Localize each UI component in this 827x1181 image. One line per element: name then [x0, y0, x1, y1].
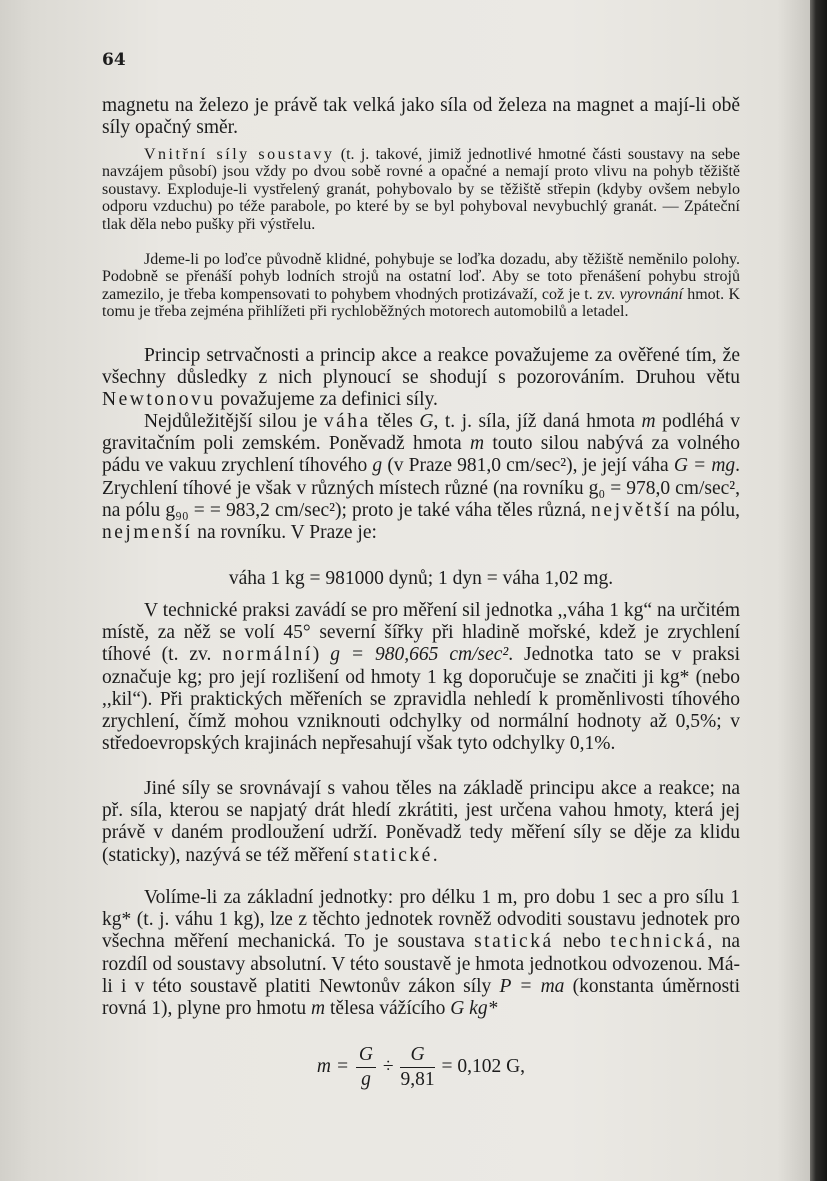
paragraph-text: nebo — [562, 931, 601, 953]
italic-term: vyrovnání — [619, 285, 683, 303]
emphasis-text: váha — [323, 411, 371, 432]
equation: G = mg — [673, 455, 736, 477]
paragraph-text: , t. j. síla, jíž daná hmota — [433, 411, 635, 432]
paragraph-text: magnetu na železo je právě tak velká jako síla od železa na magnet a mají-li obě síly opačný směr. — [102, 95, 740, 139]
paragraph-magnet — [102, 95, 740, 139]
book-spine-shadow — [810, 0, 827, 1181]
symbol: G — [419, 411, 434, 432]
paragraph-text: V technické praksi zavádí se pro měření sil jednotka ,,váha 1 kg“ na určitém místě, za něž se volí 45° severní šířky při hladině mořské, kdež je zrychlení tíhové (t. zv. — [102, 600, 740, 666]
paragraph-text: podléhá v gravitačním poli zemském. Poněvadž hmota — [102, 411, 741, 455]
paragraph-text: tělesa vážícího — [330, 998, 446, 1020]
fraction-g-over-g — [356, 1043, 376, 1092]
emphasis-text: statická — [474, 931, 554, 953]
symbol: m — [641, 411, 656, 432]
paragraph-units — [102, 887, 740, 1020]
emphasis-text: největší — [591, 499, 672, 521]
paragraph-weight — [102, 411, 740, 544]
paragraph-text: Jiné síly se srovnávají s vahou těles na základě principu akce a reakce; na př. síla, kterou se napjatý drát hledí zkrátiti, jest určena vahou hmoty, která jej právě v daném prodloužení udrží. Poněvadž tedy měření síly se děje za klidu (staticky), nazývá se též měření — [102, 778, 740, 866]
paragraph-text: Princip setrvačnosti a princip akce a reakce považujeme za ověřené tím, že všechny důsledky z nich plynoucí se shodují s pozorováním. Druhou větu — [102, 345, 740, 389]
paragraph-static-measurement — [102, 778, 740, 867]
fraction-denominator: 9,81 — [400, 1069, 435, 1090]
formula-rhs: = 0,102 G, — [441, 1055, 526, 1077]
paragraph-text: touto silou nabývá za volného pádu ve vakuu zrychlení tíhového — [102, 433, 741, 477]
equation: g₀ = 978,0 cm/sec² — [588, 477, 736, 499]
paragraph-text: . Jednotka tato se v praksi označuje kg; pro její rozlišení od hmoty 1 kg doporučuje se značiti ji kg* (nebo ,,kil“). Při praktických měřeních se zpravidla nehledí k proměnlivosti tíhového zrychlení, čímž mohou vzniknouti odchylky od normální hodnoty až 0,5%; v středoevropských krajinách nepřesahují však tyto odchylky 0,1%. — [102, 644, 741, 755]
paragraph-text: ) — [312, 644, 320, 666]
emphasis-text: technická — [610, 931, 708, 953]
paragraph-text: , na rozdíl od soustavy absolutní. V této soustavě je hmota jednotkou odvozenou. Má-li i v této soustavě platiti Newtonův zákon síly — [102, 931, 741, 997]
equation: g = 980,665 cm/sec² — [330, 644, 509, 666]
formula-mass — [102, 1043, 740, 1092]
emphasis-text: nejmenší — [102, 522, 193, 544]
emphasis-text: statické — [353, 844, 433, 866]
symbol: m — [311, 998, 326, 1020]
paragraph-boat — [102, 251, 740, 321]
paragraph-text: těles — [377, 411, 413, 432]
formula-operator: ÷ — [382, 1055, 394, 1077]
paragraph-text: Jdeme-li po loďce původně klidné, pohybuje se loďka dozadu, aby těžiště neměnilo polohy. Podobně se přenáší pohyb lodních strojů na ostatní loď. Aby se toto přenášení pohybu strojů zamezilo, je třeba kompensovati to pohybem vhodných protizávaží, což je t. zv. — [102, 251, 740, 303]
paragraph-text: hmot. K tomu je třeba zejména přihlížeti při rychloběžných motorech automobilů a letadel. — [102, 285, 741, 321]
equation: P = ma — [499, 975, 565, 997]
formula-lhs: m = — [316, 1055, 350, 1077]
formula-weight-kg: váha 1 kg = 981000 dynů; 1 dyn = váha 1,02 mg. — [228, 568, 614, 589]
paragraph-text: považujeme za definici síly. — [220, 389, 438, 411]
paragraph-principles — [102, 345, 740, 412]
emphasis-text: Vnitřní síly soustavy — [144, 146, 335, 163]
fraction-numerator: G — [356, 1043, 376, 1068]
symbol: G kg* — [450, 998, 498, 1020]
fraction-numerator: G — [400, 1043, 434, 1068]
symbol: m — [470, 433, 485, 455]
paragraph-text: Nejdůležitější silou je — [144, 411, 318, 432]
paragraph-text: na pólu, — [676, 499, 741, 521]
equation: g₉₀ = = 983,2 cm/sec² — [165, 499, 335, 521]
paragraph-text: (t. j. takové, jimiž jednotlivé hmotné části soustavy na sebe navzájem působí) jsou vždy po dvou sobě rovné a opačné a nemají proto vlivu na pohyb těžiště soustavy. Exploduje-li vystřelený granát, pohybovalo by se těžiště střepin (kdyby ovšem nebylo odporu vzduchu) po téže parabole, po které by se byl pohyboval nevybuchlý granát. — Zpáteční tlak děla nebo pušky při výstřelu. — [102, 146, 741, 233]
symbol: g — [372, 455, 383, 477]
paragraph-text: (konstanta úměrnosti rovná 1), plyne pro hmotu — [102, 975, 741, 1020]
paragraph-text: ); proto je také váha těles různá, — [335, 499, 587, 521]
paragraph-internal-forces — [102, 146, 740, 233]
emphasis-text: normální — [222, 644, 313, 666]
page-number: 64 — [102, 50, 126, 70]
paragraph-text: Volíme-li za základní jednotky: pro délku 1 m, pro dobu 1 sec a pro sílu 1 kg* (t. j. váhu 1 kg), lze z těchto jednotek rovněž odvoditi soustavu jednotek pro všechna měření mechanická. To je soustava — [102, 887, 740, 953]
paragraph-text: . Zrychlení tíhové je však v různých místech různé (na rovníku — [102, 455, 741, 499]
fraction-denominator: g — [361, 1069, 371, 1090]
fraction-g-over-981 — [400, 1043, 434, 1092]
paragraph-text: na rovníku. V Praze je: — [197, 522, 377, 544]
paragraph-text: (v Praze 981,0 cm/sec²), je její váha — [387, 455, 669, 477]
paragraph-text: . — [432, 844, 438, 866]
emphasis-text: Newtonovu — [102, 389, 216, 411]
paragraph-text: , na pólu — [102, 477, 741, 521]
paragraph-technical-unit — [102, 600, 740, 755]
